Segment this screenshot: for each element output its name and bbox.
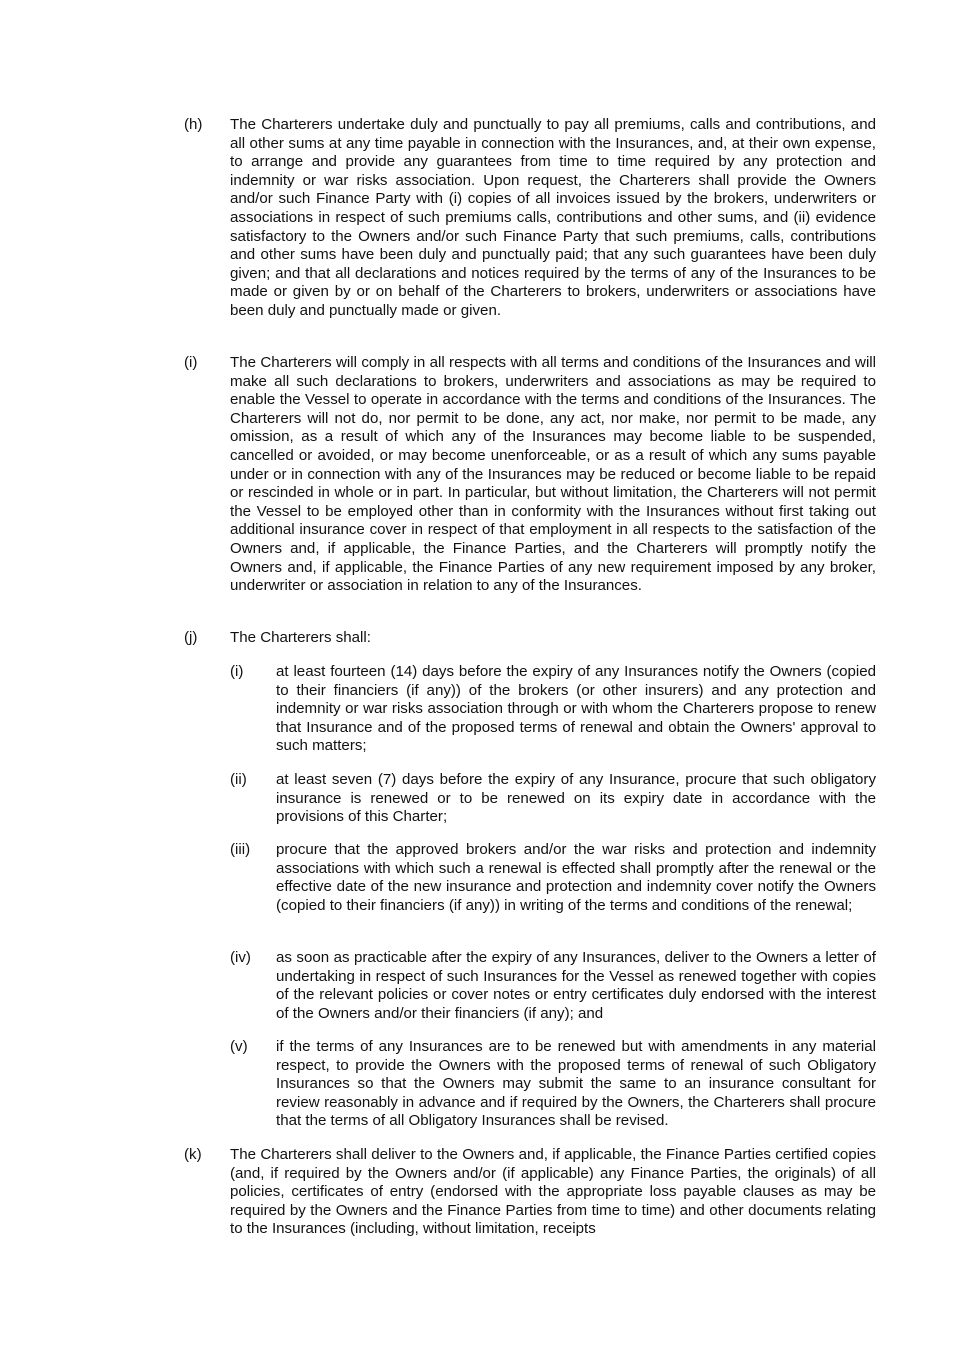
sub-clause-text: at least seven (7) days before the expiry of any Insurance, procure that such obligatory insurance is renewed or to be renewed on its expiry date in accordance with the provisions of this Charter; <box>276 771 876 826</box>
sub-clause-j-v <box>230 1038 876 1131</box>
sub-clause-j-i <box>230 663 876 756</box>
sub-clause-j-ii <box>230 771 876 827</box>
clause-k-text: The Charterers shall deliver to the Owners and, if applicable, the Finance Parties certified copies (and, if required by the Owners and/or (if applicable) any Finance Parties, the originals) of all policies, certificates of entry (endorsed with the appropriate loss payable clauses as may be required by the Owners and the Finance Parties from time to time) and other documents relating to the Insurances (including, without limitation, receipts <box>230 1146 876 1238</box>
sub-clause-j-iv <box>230 949 876 1023</box>
sub-clause-text: as soon as practicable after the expiry of any Insurances, deliver to the Owners a letter of undertaking in respect of such Insurances for the Vessel as renewed together with copies of the relevant policies or cover notes or entry certificates duly endorsed with the interest of the Owners and/or their financiers (if any); and <box>276 949 876 1022</box>
sub-clause-label: (ii) <box>230 771 247 788</box>
clause-i <box>184 354 876 596</box>
clause-k <box>184 1146 876 1239</box>
clause-i-text: The Charterers will comply in all respects with all terms and conditions of the Insurances and will make all such declarations to brokers, underwriters and associations as may be required to enable the Vessel to operate in accordance with the terms and conditions of the Insurances. The Charterers will not do, nor permit to be done, any act, nor make, nor permit to be made, any omission, as a result of which any of the Insurances may become liable to be suspended, cancelled or avoided, or may become unenforceable, or as a result of which any sums payable under or in connection with any of the Insurances may be reduced or become liable to be repaid or rescinded in whole or in part. In particular, but without limitation, the Charterers will not permit the Vessel to be employed other than in conformity with the Insurances without first taking out additional insurance cover in respect of that employment in all respects to the satisfaction of the Owners and, if applicable, the Finance Parties, and the Charterers will promptly notify the Owners and, if applicable, the Finance Parties of any new requirement imposed by any broker, underwriter or association in relation to any of the Insurances. <box>230 354 876 595</box>
sub-clause-label: (i) <box>230 663 244 680</box>
sub-clause-text: at least fourteen (14) days before the expiry of any Insurances notify the Owners (copied to their financiers (if any)) of the brokers (or other insurers) and any protection and indemnity or war risks association through or with whom the Charterers propose to renew that Insurance and of the proposed terms of renewal and obtain the Owners' approval to such matters; <box>276 663 876 755</box>
clause-j <box>184 629 876 648</box>
clause-j-label: (j) <box>184 629 198 646</box>
clause-h-text: The Charterers undertake duly and punctually to pay all premiums, calls and contributions, and all other sums at any time payable in connection with the Insurances, and, at their own expense, to arrange and provide any guarantees from time to time required by any protection and indemnity or war risks association. Upon request, the Charterers shall provide the Owners and/or such Finance Party with (i) copies of all invoices issued by the brokers, underwriters or associations in respect of such premiums calls, contributions and other sums, and (ii) evidence satisfactory to the Owners and/or such Finance Party that such premiums, calls, contributions and other sums have been duly and punctually paid; that any such guarantees have been duly given; and that all declarations and notices required by the terms of any of the Insurances to be made or given by or on behalf of the Charterers to brokers, underwriters or associations have been duly and punctually made or given. <box>230 116 876 319</box>
sub-clause-label: (iii) <box>230 841 251 858</box>
sub-clause-text: if the terms of any Insurances are to be renewed but with amendments in any material respect, to provide the Owners with the proposed terms of renewal of such Obligatory Insurances so that the Owners may submit the same to an insurance consultant for review reasonably in advance and if required by the Owners, the Charterers shall procure that the terms of all Obligatory Insurances shall be revised. <box>276 1038 876 1130</box>
sub-clause-text: procure that the approved brokers and/or the war risks and protection and indemnity associations with which such a renewal is effected shall promptly after the renewal or the effective date of the new insurance and protection and indemnity cover notify the Owners (copied to their financiers (if any)) in writing of the terms and conditions of the renewal; <box>276 841 876 914</box>
sub-clause-j-iii <box>230 841 876 915</box>
clause-k-label: (k) <box>184 1146 202 1163</box>
sub-clause-label: (v) <box>230 1038 248 1055</box>
clause-h <box>184 116 876 321</box>
clause-j-text: The Charterers shall: <box>230 629 371 646</box>
clause-h-label: (h) <box>184 116 203 133</box>
clause-i-label: (i) <box>184 354 198 371</box>
sub-clause-label: (iv) <box>230 949 251 966</box>
